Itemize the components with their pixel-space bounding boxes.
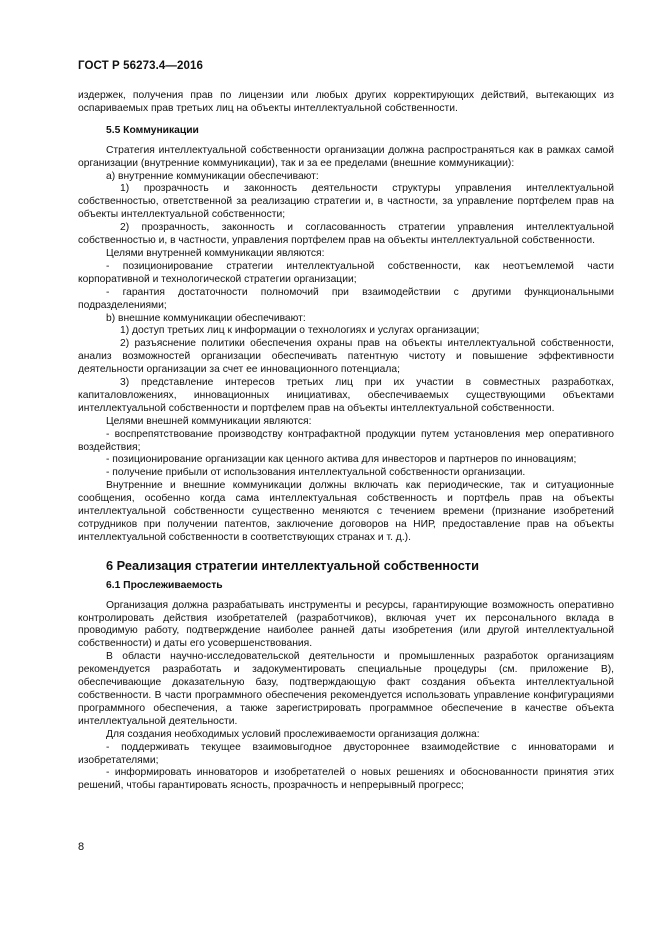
paragraph: Стратегия интеллектуальной собственности организации должна распространяться как в рамках самой организации (внутренние коммуникации), так и за ее пределами (внешние коммуникации): — [78, 144, 614, 169]
list-item: а) внутренние коммуникации обеспечивают: — [106, 170, 319, 182]
list-item: - гарантия достаточности полномочий при взаимодействии с другими функциональными подразделениями; — [78, 286, 614, 311]
paragraph: Организация должна разрабатывать инструменты и ресурсы, гарантирующие возможность оперативно контролировать действия изобретателей (разработчиков), включая учет их персонального вклада в проводимую работу, подтверждение наиболее ранней даты изобретения (или другой интеллектуальной собственности) и даты его усовершенствования. — [78, 599, 614, 650]
list-item: 1) прозрачность и законность деятельности структуры управления интеллектуальной собственностью, ответственной за реализацию стратегии и, в частности, за управление портфелем прав на объекты интеллектуальной собственности; — [78, 183, 614, 221]
paragraph: Целями внешней коммуникации являются: — [106, 415, 312, 427]
paragraph: В области научно-исследовательской деятельности и промышленных разработок организациям рекомендуется разработать и задокументировать специальные процедуры (см. приложение В), обеспечивающие доказательную базу, подтверждающую факт создания объекта интеллектуальной собственности. В части программного обеспечения рекомендуется использовать управление конфигурациями программного обеспечения, а также зарегистрировать программное обеспечение в качестве объекта интеллектуальной деятельности. — [78, 651, 614, 727]
list-item: - информировать инноваторов и изобретателей о новых решениях и обоснованности принятия этих решений, чтобы гарантировать ясность, прозрачность и непрерывный прогресс; — [78, 767, 614, 792]
list-item: - поддерживать текущее взаимовыгодное двустороннее взаимодействие с инноваторами и изобретателями; — [78, 741, 614, 766]
list-item: 2) разъяснение политики обеспечения охраны прав на объекты интеллектуальной собственности, анализ возможностей организации обеспечивать патентную чистоту и повышение эффективности деятельности организации за счет ее инновационного потенциала; — [78, 338, 614, 376]
page-number: 8 — [78, 841, 85, 853]
list-item: - воспрепятствование производству контрафактной продукции путем установления мер оперативного воздействия; — [78, 428, 614, 453]
list-item: 1) доступ третьих лиц к информации о технологиях и услугах организации; — [120, 325, 480, 337]
paragraph: Внутренние и внешние коммуникации должны включать как периодические, так и ситуационные сообщения, особенно когда сама интеллектуальная собственность и портфель прав на объекты интеллектуальной собственности существенно меняются с течением времени (признание изобретений сотрудников при получении патентов, заключение договоров на НИР, предоставление прав на объекты интеллектуальной собственности в соответствующих странах и т. д.). — [78, 480, 614, 543]
list-item: - позиционирование организации как ценного актива для инвесторов и партнеров по инновациям; — [106, 454, 577, 466]
paragraph: Целями внутренней коммуникации являются: — [106, 247, 325, 259]
section-heading-6-1: 6.1 Прослеживаемость — [106, 579, 223, 591]
list-item: 3) представление интересов третьих лиц при их участии в совместных разработках, капиталовложениях, инновационных инициативах, обеспечиваемых существующими объектами интеллектуальной собственности и портфелем прав на объекты интеллектуальной собственности. — [78, 377, 614, 414]
list-item: - получение прибыли от использования интеллектуальной собственности организации. — [106, 467, 526, 479]
paragraph: издержек, получения прав по лицензии или любых других корректирующих действий, вытекающих из оспариваемых прав третьих лиц на объекты интеллектуальной собственности. — [78, 90, 614, 114]
list-item: - позиционирование стратегии интеллектуальной собственности, как неотъемлемой части корпоративной и технологической стратегии организации; — [78, 260, 614, 285]
document-body — [78, 90, 614, 793]
list-item: 2) прозрачность, законность и согласованность стратегии управления интеллектуальной собственностью и, в частности, управления портфелем прав на объекты интеллектуальной собственности. — [78, 222, 614, 247]
document-header: ГОСТ Р 56273.4—2016 — [78, 60, 203, 72]
paragraph: Для создания необходимых условий прослеживаемости организация должна: — [106, 728, 480, 740]
section-heading-6: 6 Реализация стратегии интеллектуальной собственности — [106, 557, 479, 573]
section-heading-5-5: 5.5 Коммуникации — [106, 124, 199, 136]
list-item: b) внешние коммуникации обеспечивают: — [106, 312, 306, 324]
